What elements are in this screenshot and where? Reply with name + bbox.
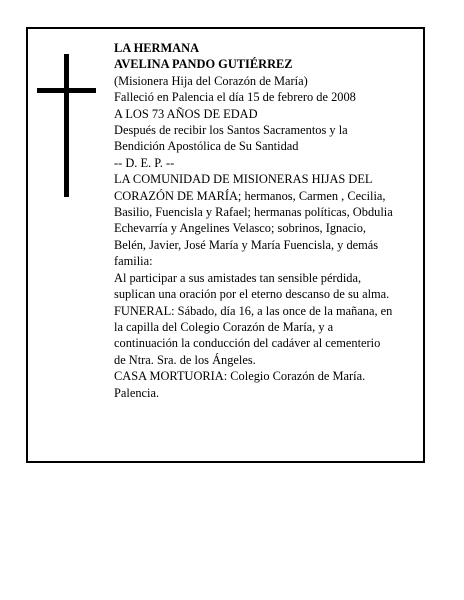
funeral-line-1: FUNERAL: Sábado, día 16, a las once de la mañana, en — [114, 303, 393, 318]
mourners-line-2: CORAZÓN DE MARÍA; hermanos, Carmen , Cecilia, — [114, 188, 386, 203]
funeral-line-4: de Ntra. Sra. de los Ángeles. — [114, 352, 256, 367]
obituary-text — [114, 40, 414, 401]
cross-icon — [37, 54, 96, 197]
notice-heading: LA HERMANA — [114, 41, 200, 55]
rip-line: -- D. E. P. -- — [114, 155, 175, 170]
mourners-line-3: Basilio, Fuencisla y Rafael; hermanas políticas, Obdulia — [114, 205, 393, 220]
mourners-line-4: Echevarría y Angelines Velasco; sobrinos, Ignacio, — [114, 221, 366, 236]
funeral-home-line-1: CASA MORTUORIA: Colegio Corazón de María. — [114, 369, 366, 384]
mourners-line-1: LA COMUNIDAD DE MISIONERAS HIJAS DEL — [114, 172, 373, 187]
religious-affiliation: (Misionera Hija del Corazón de María) — [114, 73, 308, 88]
prayer-request-line-1: Al participar a sus amistades tan sensible pérdida, — [114, 270, 362, 285]
mourners-line-5: Belén, Javier, José María y María Fuencisla, y demás — [114, 237, 379, 252]
cross-vertical-bar — [64, 54, 69, 197]
funeral-line-2: la capilla del Colegio Corazón de María, y a — [114, 319, 334, 334]
death-date-line: Falleció en Palencia el día 15 de febrero de 2008 — [114, 90, 356, 105]
deceased-name: AVELINA PANDO GUTIÉRREZ — [114, 57, 293, 72]
mourners-line-6: familia: — [114, 254, 153, 269]
age-line: A LOS 73 AÑOS DE EDAD — [114, 106, 258, 121]
cross-horizontal-bar — [37, 88, 96, 93]
sacraments-line-2: Bendición Apostólica de Su Santidad — [114, 139, 299, 154]
sacraments-line-1: Después de recibir los Santos Sacramentos y la — [114, 123, 348, 138]
funeral-line-3: continuación la conducción del cadáver al cementerio — [114, 336, 381, 351]
funeral-home-line-2: Palencia. — [114, 385, 160, 400]
prayer-request-line-2: suplican una oración por el eterno descanso de su alma. — [114, 287, 390, 302]
